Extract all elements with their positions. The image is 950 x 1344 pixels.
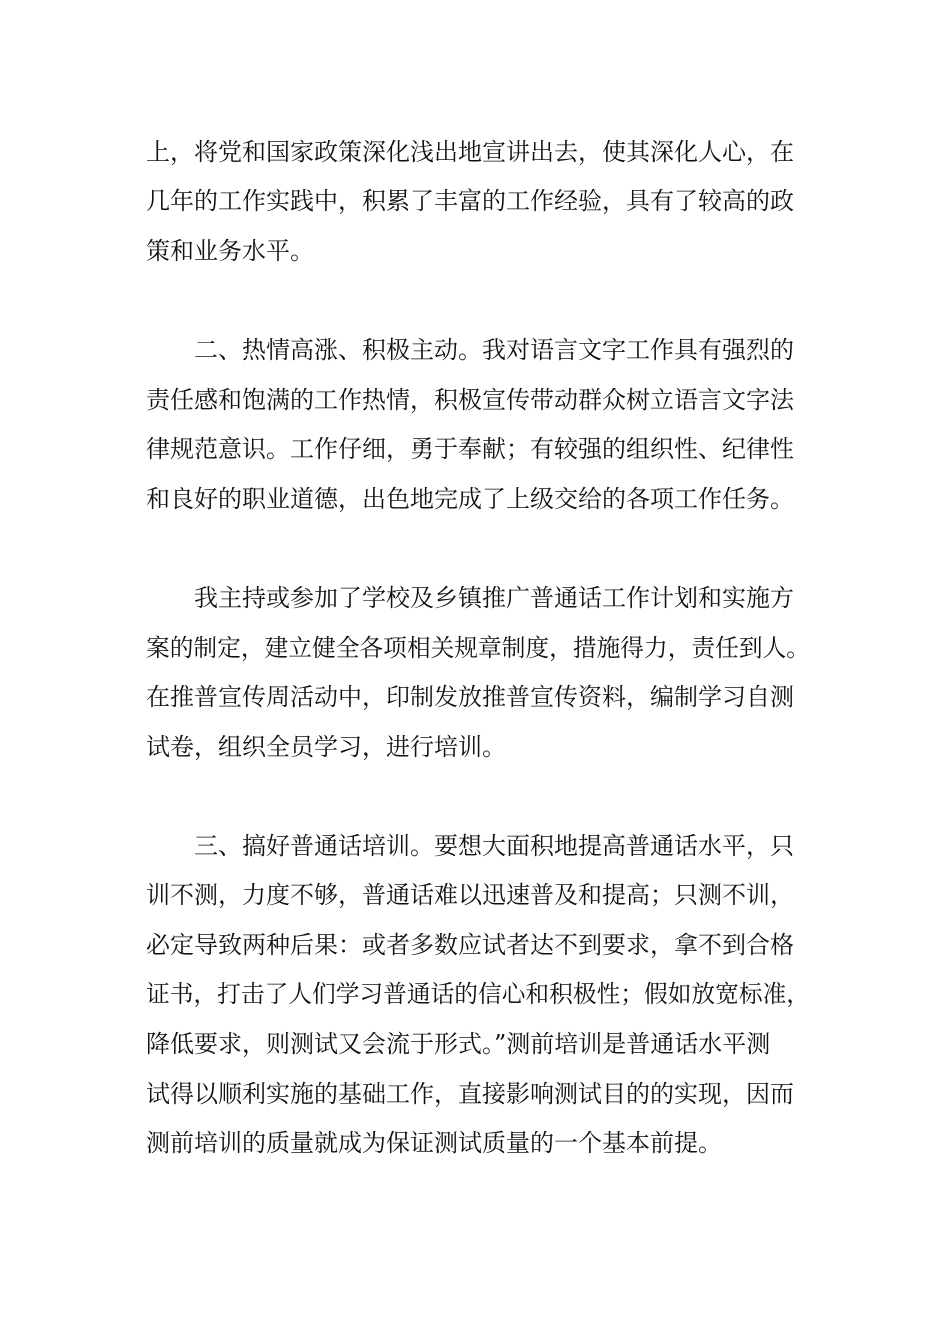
paragraph-line: 证书，打击了人们学习普通话的信心和积极性；假如放宽标准， [146,980,811,1008]
paragraph-line: 二、热情高涨、积极主动。我对语言文字工作具有强烈的 [194,336,794,364]
paragraph-line: 几年的工作实践中，积累了丰富的工作经验，具有了较高的政 [146,187,794,215]
paragraph-line: 责任感和饱满的工作热情，积极宣传带动群众树立语言文字法 [146,386,794,414]
paragraph-line: 策和业务水平。 [146,237,314,265]
paragraph-line: 案的制定，建立健全各项相关规章制度，措施得力，责任到人。 [146,634,811,662]
paragraph-line: 训不测，力度不够，普通话难以迅速普及和提高；只测不训， [146,881,794,909]
paragraph-line: 上，将党和国家政策深化浅出地宣讲出去，使其深化人心，在 [146,138,794,166]
paragraph-line: 试卷，组织全员学习，进行培训。 [146,733,506,761]
paragraph-line: 三、搞好普通话培训。要想大面积地提高普通话水平，只 [194,832,794,860]
paragraph-line: 必定导致两种后果：或者多数应试者达不到要求，拿不到合格 [146,931,794,959]
paragraph-line: 和良好的职业道德，出色地完成了上级交给的各项工作任务。 [146,485,794,513]
paragraph-line: 律规范意识。工作仔细，勇于奉献；有较强的组织性、纪律性 [146,435,794,463]
paragraph-line: 在推普宣传周活动中，印制发放推普宣传资料，编制学习自测 [146,683,794,711]
paragraph-line: 测前培训的质量就成为保证测试质量的一个基本前提。 [146,1129,722,1157]
paragraph-line: 降低要求，则测试又会流于形式。”测前培训是普通话水平测 [146,1030,771,1058]
paragraph-line: 试得以顺利实施的基础工作，直接影响测试目的的实现，因而 [146,1080,794,1108]
paragraph-line: 我主持或参加了学校及乡镇推广普通话工作计划和实施方 [194,584,794,612]
